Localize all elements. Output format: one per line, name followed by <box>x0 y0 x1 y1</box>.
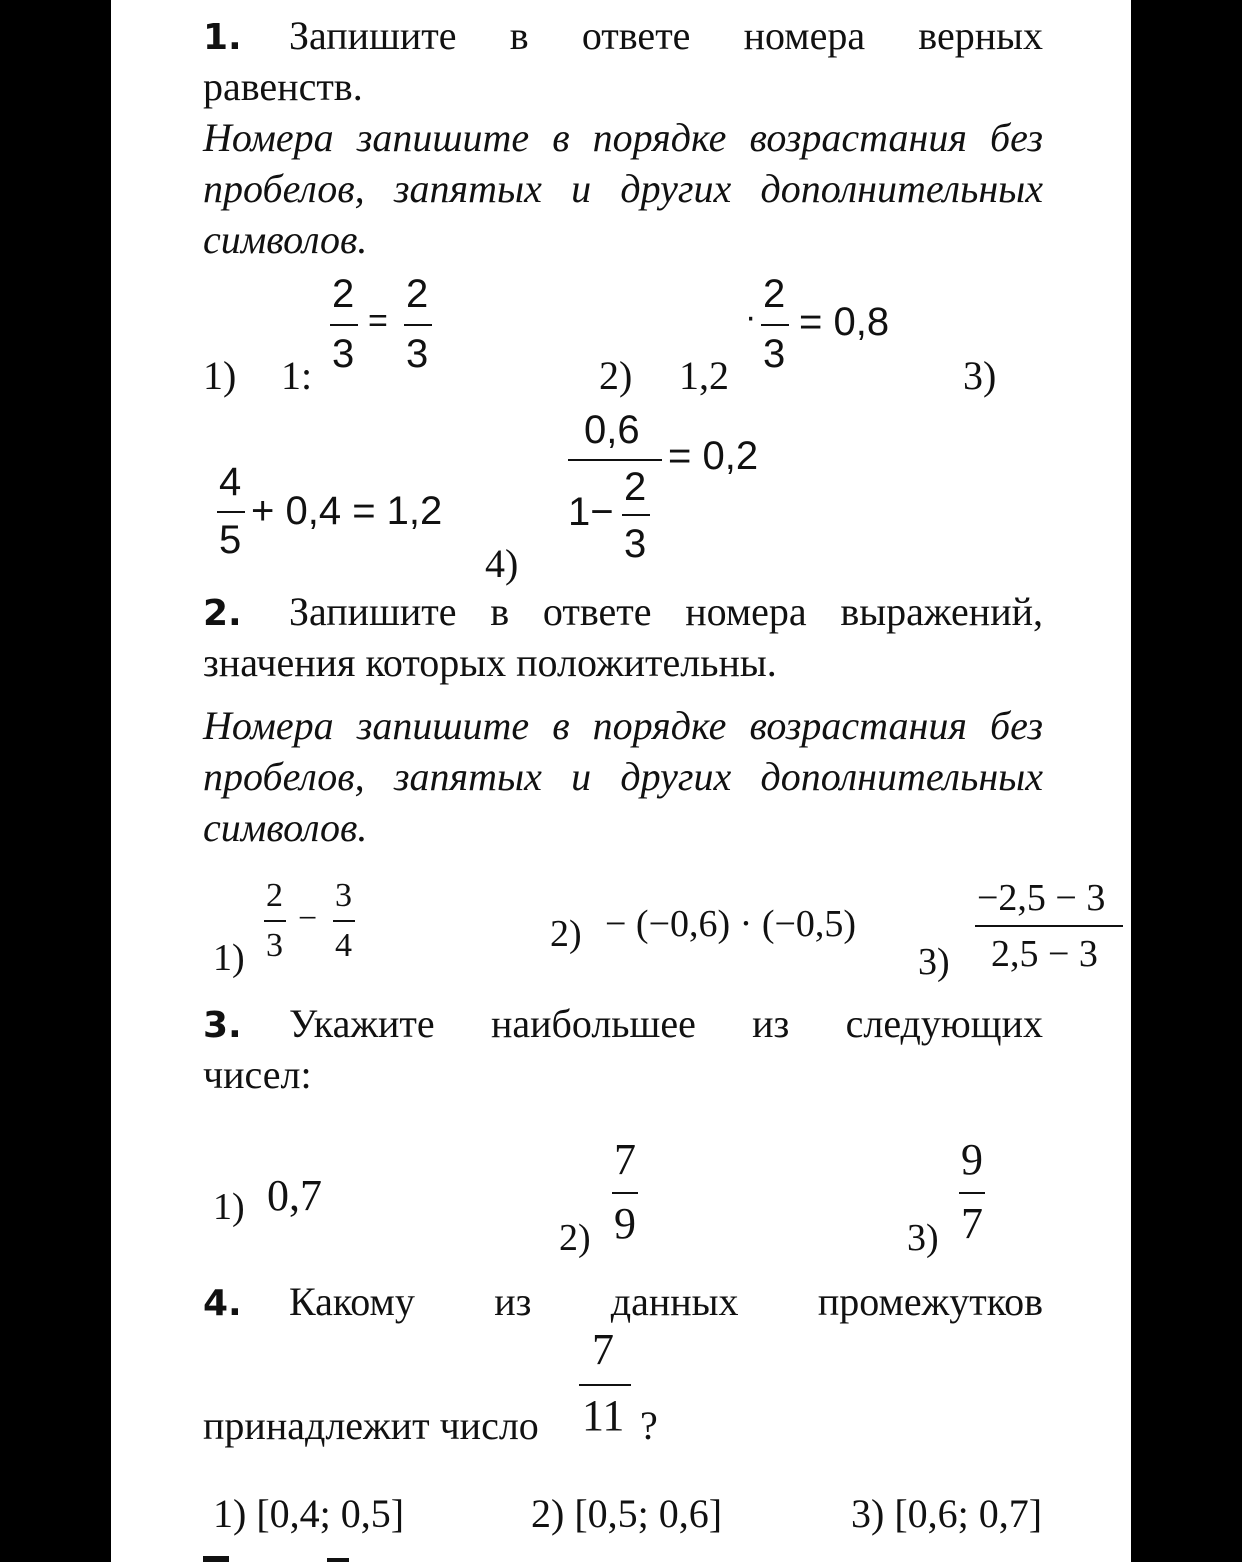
q1-instruction-line3: символов. <box>203 217 368 262</box>
q3-option1-value: 0,7 <box>267 1171 322 1220</box>
q2-option1-frac2-den: 4 <box>335 927 352 964</box>
q2-option3-label: 3) <box>918 941 950 983</box>
q1-number: 1. <box>203 17 242 58</box>
q1-option2-frac-bar <box>761 324 789 326</box>
q2-option3-bar <box>975 925 1123 927</box>
document-page <box>111 0 1131 1562</box>
q1-option4-rhs: = 0,2 <box>668 434 759 478</box>
q1-instruction-line2: пробелов, запятых и других дополнительных <box>203 166 1043 211</box>
q1-option2-label: 2) <box>599 353 633 398</box>
q3-option2-label: 2) <box>559 1217 591 1259</box>
q3-option3-bar <box>959 1192 985 1194</box>
q1-text-line2: равенств. <box>203 64 363 109</box>
q1-option1-frac1-num: 2 <box>332 272 355 316</box>
q4-question-mark: ? <box>640 1403 658 1448</box>
q2-option1-frac2-bar <box>333 920 355 922</box>
q3-number: 3. <box>203 1005 242 1046</box>
q4-option1: 1) [0,4; 0,5] <box>213 1491 405 1536</box>
q1-option1-frac1-den: 3 <box>332 332 355 376</box>
q2-option1-minus: − <box>298 900 318 937</box>
q1-option3-frac-den: 5 <box>219 518 242 562</box>
q1-option2-frac-num: 2 <box>763 272 786 316</box>
q1-option2-dot: · <box>745 298 757 336</box>
q3-option2-num: 7 <box>614 1135 636 1184</box>
q2-option1-frac2-num: 3 <box>335 877 352 914</box>
q1-option4-den-pre: 1− <box>568 490 614 534</box>
q1-option4-num: 0,6 <box>584 408 640 452</box>
q1-option2-pre: 1,2 <box>679 353 729 398</box>
q1-option1-eq: = <box>368 302 388 340</box>
q3-option2-bar <box>612 1192 638 1194</box>
q4-frac-bar <box>579 1384 631 1386</box>
q1-option4-den-frac-bar <box>622 514 650 516</box>
q4-number: 4. <box>203 1283 242 1324</box>
q2-option3-den: 2,5 − 3 <box>991 933 1098 975</box>
q3-text-line1: 3. Укажите наибольшее из следующих <box>203 998 1043 1051</box>
q1-option1-frac2-bar <box>404 324 432 326</box>
q4-option3: 3) [0,6; 0,7] <box>851 1491 1043 1536</box>
q2-option1-frac1-num: 2 <box>266 877 283 914</box>
q1-option4-main-bar <box>568 459 662 461</box>
q4-option2: 2) [0,5; 0,6] <box>531 1491 723 1536</box>
q2-option1-frac1-bar <box>264 920 286 922</box>
q1-option1-frac2-den: 3 <box>406 332 429 376</box>
q4-text-line2: принадлежит число <box>203 1403 539 1448</box>
q2-number: 2. <box>203 593 242 634</box>
q1-option2-rhs: = 0,8 <box>799 300 890 344</box>
q1-option3-label: 3) <box>963 353 997 398</box>
q3-option2-den: 9 <box>614 1199 636 1248</box>
q1-option4-den-frac-num: 2 <box>624 465 647 509</box>
q4-frac-den: 11 <box>582 1391 625 1440</box>
q2-option1-frac1-den: 3 <box>266 927 283 964</box>
q3-text-line2: чисел: <box>203 1052 312 1097</box>
q2-text-line2: значения которых положительны. <box>203 640 777 685</box>
q4-text-line1: 4. Какому из данных промежутков <box>203 1276 1043 1329</box>
q3-option1-label: 1) <box>213 1186 245 1228</box>
q1-text-line1: 1. Запишите в ответе номера верных <box>203 10 1043 63</box>
q2-option2-label: 2) <box>550 913 582 955</box>
q3-option3-label: 3) <box>907 1217 939 1259</box>
q4-frac-num: 7 <box>592 1325 614 1374</box>
q2-option2-expr: − (−0,6) · (−0,5) <box>605 903 857 945</box>
q2-instruction-line2: пробелов, запятых и других дополнительных <box>203 754 1043 799</box>
q1-option4-den-frac-den: 3 <box>624 522 647 566</box>
q2-instruction-line1: Номера запишите в порядке возрастания без <box>203 703 1043 748</box>
next-question-number-fragment <box>203 1556 229 1562</box>
q2-option3-num: −2,5 − 3 <box>977 877 1106 919</box>
q3-option3-num: 9 <box>961 1135 983 1184</box>
q1-instruction-line1: Номера запишите в порядке возрастания без <box>203 115 1043 160</box>
q3-option3-den: 7 <box>961 1199 983 1248</box>
q1-option3-frac-num: 4 <box>219 460 242 504</box>
q1-option4-label: 4) <box>485 541 519 586</box>
q1-option3-rhs: + 0,4 = 1,2 <box>251 489 443 533</box>
q2-text-line1: 2. Запишите в ответе номера выражений, <box>203 586 1043 639</box>
q1-option2-frac-den: 3 <box>763 332 786 376</box>
q1-option3-frac-bar <box>217 511 245 513</box>
q1-option1-frac1-bar <box>330 324 358 326</box>
q2-instruction-line3: символов. <box>203 805 368 850</box>
q1-option1-label: 1) <box>203 353 237 398</box>
q2-option1-label: 1) <box>213 937 245 979</box>
q1-option1-pre: 1: <box>281 353 313 398</box>
next-question-text-fragment <box>327 1558 349 1562</box>
q1-option1-frac2-num: 2 <box>406 272 429 316</box>
